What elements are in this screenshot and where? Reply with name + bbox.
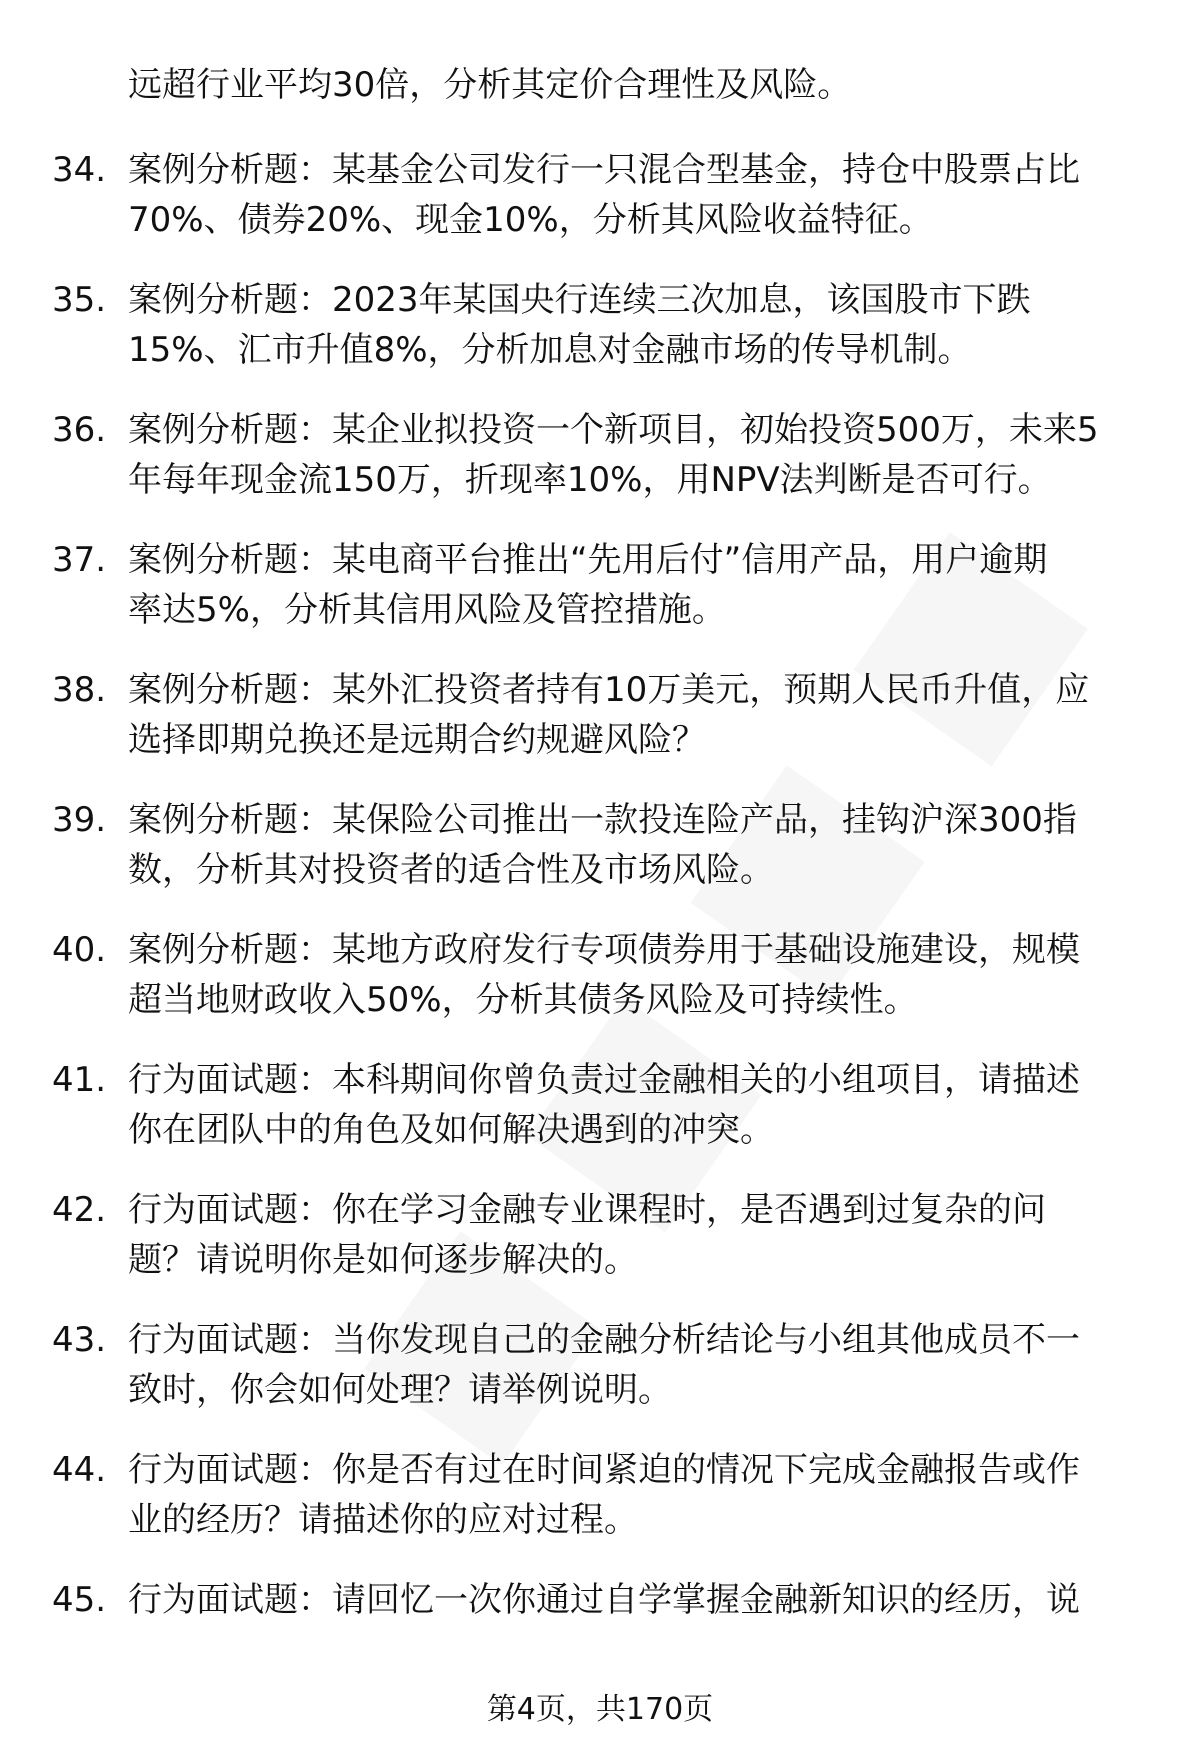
- question-number: 44.: [52, 1450, 107, 1490]
- question-text-line: 70%、债券20%、现金10%，分析其风险收益特征。: [128, 200, 933, 240]
- page-number-footer: 第4页，共170页: [486, 1692, 714, 1727]
- question-text-line: 案例分析题：某地方政府发行专项债券用于基础设施建设，规模: [128, 930, 1080, 970]
- question-text: [128, 1445, 1138, 1545]
- question-text-line: 案例分析题：2023年某国央行连续三次加息，该国股市下跌: [128, 280, 1031, 320]
- question-text-line: 你在团队中的角色及如何解决遇到的冲突。: [128, 1110, 774, 1150]
- question-item: [52, 1315, 1152, 1445]
- question-item: [52, 1055, 1152, 1185]
- question-text-line: 选择即期兑换还是远期合约规避风险？: [128, 720, 706, 760]
- question-text: [128, 665, 1138, 765]
- question-text-line: 行为面试题：本科期间你曾负责过金融相关的小组项目，请描述: [128, 1060, 1080, 1100]
- question-number: 45.: [52, 1580, 107, 1620]
- question-text: [128, 275, 1138, 375]
- question-text-line: 业的经历？请描述你的应对过程。: [128, 1500, 638, 1540]
- question-text-line: 致时，你会如何处理？请举例说明。: [128, 1370, 672, 1410]
- question-number: 38.: [52, 670, 107, 710]
- question-text-line: 题？请说明你是如何逐步解决的。: [128, 1240, 638, 1280]
- question-item: [52, 275, 1152, 405]
- question-text-line: 案例分析题：某基金公司发行一只混合型基金，持仓中股票占比: [128, 150, 1080, 190]
- question-text: [128, 405, 1138, 505]
- question-item: [52, 1575, 1152, 1705]
- question-text: [128, 1315, 1138, 1415]
- question-number: 34.: [52, 150, 107, 190]
- question-text-line: 率达5%，分析其信用风险及管控措施。: [128, 590, 726, 630]
- question-number: 36.: [52, 410, 107, 450]
- question-text-line: 数，分析其对投资者的适合性及市场风险。: [128, 850, 774, 890]
- question-text-line: 行为面试题：你在学习金融专业课程时，是否遇到过复杂的问: [128, 1190, 1046, 1230]
- question-number: 42.: [52, 1190, 107, 1230]
- question-text-line: 行为面试题：当你发现自己的金融分析结论与小组其他成员不一: [128, 1320, 1080, 1360]
- question-text: [128, 795, 1138, 895]
- question-item: [52, 405, 1152, 535]
- question-number: 35.: [52, 280, 107, 320]
- question-text: [128, 535, 1138, 635]
- question-text: [128, 1185, 1138, 1285]
- question-item: [52, 535, 1152, 665]
- question-item: [52, 795, 1152, 925]
- question-text-line: 案例分析题：某外汇投资者持有10万美元，预期人民币升值，应: [128, 670, 1090, 710]
- question-text-line: 案例分析题：某企业拟投资一个新项目，初始投资500万，未来5: [128, 410, 1099, 450]
- question-text: [128, 925, 1138, 1025]
- continued-question-text: 远超行业平均30倍，分析其定价合理性及风险。: [128, 65, 852, 105]
- question-text: [128, 1055, 1138, 1155]
- question-item: [52, 665, 1152, 795]
- question-text-line: 行为面试题：请回忆一次你通过自学掌握金融新知识的经历，说: [128, 1580, 1080, 1620]
- question-text-line: 行为面试题：你是否有过在时间紧迫的情况下完成金融报告或作: [128, 1450, 1080, 1490]
- question-number: 43.: [52, 1320, 107, 1360]
- question-text: [128, 145, 1138, 245]
- question-number: 40.: [52, 930, 107, 970]
- question-list: [52, 145, 1152, 1705]
- question-item: [52, 1445, 1152, 1575]
- question-text-line: 15%、汇市升值8%，分析加息对金融市场的传导机制。: [128, 330, 972, 370]
- question-item: [52, 145, 1152, 275]
- question-text-line: 案例分析题：某保险公司推出一款投连险产品，挂钩沪深300指: [128, 800, 1077, 840]
- question-text: [128, 1575, 1138, 1625]
- question-number: 39.: [52, 800, 107, 840]
- question-item: [52, 1185, 1152, 1315]
- question-text-line: 超当地财政收入50%，分析其债务风险及可持续性。: [128, 980, 918, 1020]
- question-item: [52, 925, 1152, 1055]
- question-text-line: 案例分析题：某电商平台推出“先用后付”信用产品，用户逾期: [128, 540, 1048, 580]
- question-number: 37.: [52, 540, 107, 580]
- question-number: 41.: [52, 1060, 107, 1100]
- question-text-line: 年每年现金流150万，折现率10%，用NPV法判断是否可行。: [128, 460, 1052, 500]
